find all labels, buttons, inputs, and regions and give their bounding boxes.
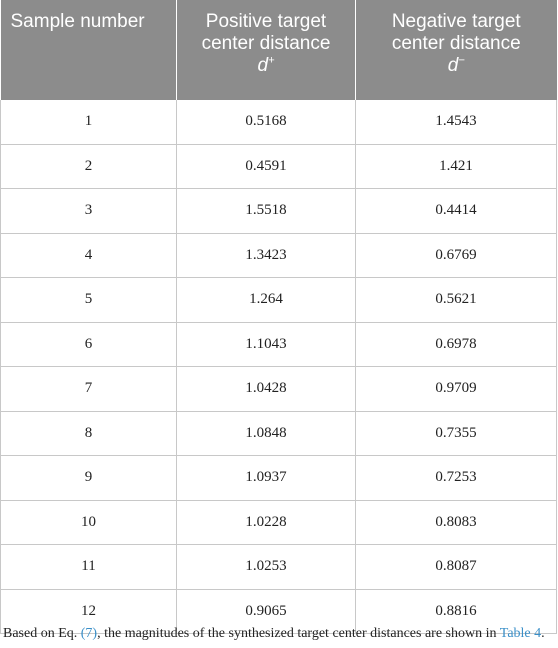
caption-text [3,626,545,642]
cell-positive-distance: 1.3423 [177,233,356,278]
table-row [1,367,557,412]
cell-positive-distance: 1.0937 [177,456,356,501]
table-row [1,233,557,278]
table-body [1,100,557,634]
table-row [1,456,557,501]
cell-positive-distance: 1.264 [177,278,356,323]
cell-negative-distance: 0.8083 [356,500,557,545]
cell-sample-number: 3 [1,189,177,234]
header-row [1,0,557,100]
cell-negative-distance: 1.4543 [356,100,557,144]
table-row [1,189,557,234]
table-row [1,500,557,545]
cell-sample-number: 4 [1,233,177,278]
table-row [1,411,557,456]
cell-sample-number: 9 [1,456,177,501]
cell-negative-distance: 0.7355 [356,411,557,456]
cell-positive-distance: 1.5518 [177,189,356,234]
cell-negative-distance: 0.6769 [356,233,557,278]
cell-sample-number: 12 [1,589,177,634]
cell-sample-number: 2 [1,144,177,189]
cell-negative-distance: 0.8087 [356,545,557,590]
caption-suffix: . [541,626,545,641]
cell-sample-number: 7 [1,367,177,412]
table-row [1,144,557,189]
cell-negative-distance: 0.4414 [356,189,557,234]
table-row [1,545,557,590]
cell-negative-distance: 0.9709 [356,367,557,412]
symbol-d-minus: d [447,55,459,76]
table-row [1,100,557,144]
cell-positive-distance: 0.5168 [177,100,356,144]
cell-sample-number: 1 [1,100,177,144]
header-negative-line2: center distance [391,33,521,54]
symbol-minus-sup: − [458,54,465,67]
header-positive-symbol [257,55,274,77]
caption-middle: , the magnitudes of the synthesized target center distances are shown in [97,626,500,641]
cell-negative-distance: 1.421 [356,144,557,189]
cell-positive-distance: 0.4591 [177,144,356,189]
equation-link[interactable]: (7) [80,626,98,641]
cell-positive-distance: 0.9065 [177,589,356,634]
cell-negative-distance: 0.5621 [356,278,557,323]
header-negative-line1: Negative target [391,11,521,32]
header-negative-distance [356,0,557,100]
symbol-d-plus: d [257,55,269,76]
header-sample-number [1,0,177,100]
header-positive-line1: Positive target [205,11,327,32]
cell-sample-number: 11 [1,545,177,590]
header-positive-distance [177,0,356,100]
caption-prefix: Based on Eq. [3,626,81,641]
symbol-plus-sup: + [268,54,275,67]
cell-negative-distance: 0.6978 [356,322,557,367]
cell-sample-number: 10 [1,500,177,545]
cell-sample-number: 5 [1,278,177,323]
table-row [1,322,557,367]
cell-positive-distance: 1.0228 [177,500,356,545]
table-header [1,0,557,100]
header-sample-number-label: Sample number [10,11,145,32]
cell-positive-distance: 1.0428 [177,367,356,412]
table-row [1,278,557,323]
cell-sample-number: 6 [1,322,177,367]
cell-positive-distance: 1.0848 [177,411,356,456]
cell-negative-distance: 0.8816 [356,589,557,634]
cell-negative-distance: 0.7253 [356,456,557,501]
header-positive-line2: center distance [201,33,331,54]
cell-sample-number: 8 [1,411,177,456]
header-negative-symbol [448,55,465,77]
cell-positive-distance: 1.1043 [177,322,356,367]
table-link[interactable]: Table 4 [499,626,542,641]
cell-positive-distance: 1.0253 [177,545,356,590]
